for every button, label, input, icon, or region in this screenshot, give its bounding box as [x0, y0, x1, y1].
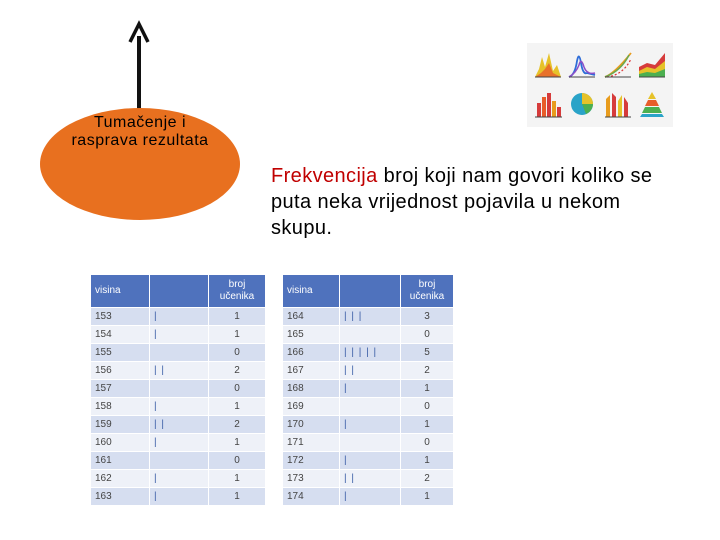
cell-visina: 154 [91, 326, 150, 344]
table-row [283, 380, 454, 398]
cell-visina: 162 [91, 470, 150, 488]
cell-broj-ucenika: 1 [401, 488, 454, 506]
cell-broj-ucenika: 1 [401, 452, 454, 470]
table-row [91, 470, 266, 488]
up-arrow-icon [124, 20, 154, 46]
table-row [283, 416, 454, 434]
pyramid-chart-icon [637, 89, 667, 119]
cell-visina: 159 [91, 416, 150, 434]
cell-tally: | [340, 380, 401, 398]
cell-tally: | | [150, 416, 209, 434]
header-tally [340, 275, 401, 308]
table-row [283, 344, 454, 362]
cell-visina: 172 [283, 452, 340, 470]
table-row [91, 362, 266, 380]
cell-broj-ucenika: 2 [401, 362, 454, 380]
cell-tally: | [340, 416, 401, 434]
header-broj-ucenika: broj učenika [209, 275, 266, 308]
cell-broj-ucenika: 2 [209, 362, 266, 380]
cell-tally [340, 398, 401, 416]
bar-chart-icon [533, 89, 563, 119]
table-row [91, 488, 266, 506]
cell-visina: 155 [91, 344, 150, 362]
histogram-chart-icon [603, 89, 633, 119]
cell-broj-ucenika: 0 [401, 398, 454, 416]
cell-visina: 167 [283, 362, 340, 380]
cell-broj-ucenika: 3 [401, 308, 454, 326]
table-body [91, 308, 266, 506]
table-row [91, 344, 266, 362]
cell-broj-ucenika: 0 [209, 344, 266, 362]
table-header-row [91, 275, 266, 308]
cell-broj-ucenika: 5 [401, 344, 454, 362]
cell-broj-ucenika: 1 [209, 308, 266, 326]
cell-visina: 171 [283, 434, 340, 452]
cell-tally: | [150, 326, 209, 344]
cell-broj-ucenika: 1 [209, 488, 266, 506]
cell-tally: | [150, 398, 209, 416]
cell-tally [150, 452, 209, 470]
table-row [91, 452, 266, 470]
frequency-table-right [282, 274, 454, 506]
table-row [283, 362, 454, 380]
frequency-definition [271, 163, 671, 241]
header-broj-ucenika: broj učenika [401, 275, 454, 308]
cell-tally: | | [340, 470, 401, 488]
cell-broj-ucenika: 0 [209, 380, 266, 398]
table-row [283, 398, 454, 416]
table-row [283, 434, 454, 452]
ellipse-label: Tumačenje i rasprava rezultata [71, 114, 209, 149]
table-row [91, 380, 266, 398]
cell-tally: | | [150, 362, 209, 380]
cell-broj-ucenika: 2 [209, 416, 266, 434]
cell-broj-ucenika: 1 [401, 380, 454, 398]
area-chart-icon [533, 49, 563, 79]
table-row [91, 416, 266, 434]
table-row [91, 326, 266, 344]
definition-term: Frekvencija [271, 165, 378, 187]
cell-visina: 166 [283, 344, 340, 362]
cell-broj-ucenika: 1 [209, 326, 266, 344]
scatter-chart-icon [603, 49, 633, 79]
cell-broj-ucenika: 1 [209, 470, 266, 488]
chart-types-panel [527, 43, 673, 127]
cell-visina: 157 [91, 380, 150, 398]
header-visina: visina [283, 275, 340, 308]
cell-tally [340, 326, 401, 344]
cell-visina: 164 [283, 308, 340, 326]
line-chart-icon [567, 49, 597, 79]
cell-broj-ucenika: 0 [209, 452, 266, 470]
cell-broj-ucenika: 0 [401, 326, 454, 344]
cell-broj-ucenika: 0 [401, 434, 454, 452]
stacked-area-chart-icon [637, 49, 667, 79]
header-visina: visina [91, 275, 150, 308]
cell-tally [150, 380, 209, 398]
cell-tally [340, 434, 401, 452]
cell-tally: | [340, 452, 401, 470]
cell-visina: 168 [283, 380, 340, 398]
cell-tally: | | | | | [340, 344, 401, 362]
pie-chart-icon [567, 89, 597, 119]
cell-broj-ucenika: 1 [209, 434, 266, 452]
frequency-table-left [90, 274, 266, 506]
table-row [283, 452, 454, 470]
cell-tally: | [150, 470, 209, 488]
cell-broj-ucenika: 1 [401, 416, 454, 434]
cell-broj-ucenika: 2 [401, 470, 454, 488]
cell-visina: 156 [91, 362, 150, 380]
cell-visina: 158 [91, 398, 150, 416]
table-row [283, 308, 454, 326]
cell-tally: | [150, 434, 209, 452]
cell-visina: 153 [91, 308, 150, 326]
table-row [91, 398, 266, 416]
table-row [283, 470, 454, 488]
table-row [91, 434, 266, 452]
table-row [283, 488, 454, 506]
cell-tally [150, 344, 209, 362]
cell-visina: 173 [283, 470, 340, 488]
cell-tally: | | | [340, 308, 401, 326]
cell-visina: 174 [283, 488, 340, 506]
cell-visina: 161 [91, 452, 150, 470]
cell-visina: 169 [283, 398, 340, 416]
cell-visina: 165 [283, 326, 340, 344]
cell-visina: 160 [91, 434, 150, 452]
table-header-row [283, 275, 454, 308]
table-row [91, 308, 266, 326]
header-tally [150, 275, 209, 308]
cell-visina: 163 [91, 488, 150, 506]
cell-broj-ucenika: 1 [209, 398, 266, 416]
cell-tally: | | [340, 362, 401, 380]
table-body [283, 308, 454, 506]
cell-visina: 170 [283, 416, 340, 434]
cell-tally: | [340, 488, 401, 506]
cell-tally: | [150, 488, 209, 506]
definition-text: broj koji nam govori koliko se puta neka vrijednost pojavila u nekom skupu. [271, 165, 653, 239]
table-row [283, 326, 454, 344]
cell-tally: | [150, 308, 209, 326]
